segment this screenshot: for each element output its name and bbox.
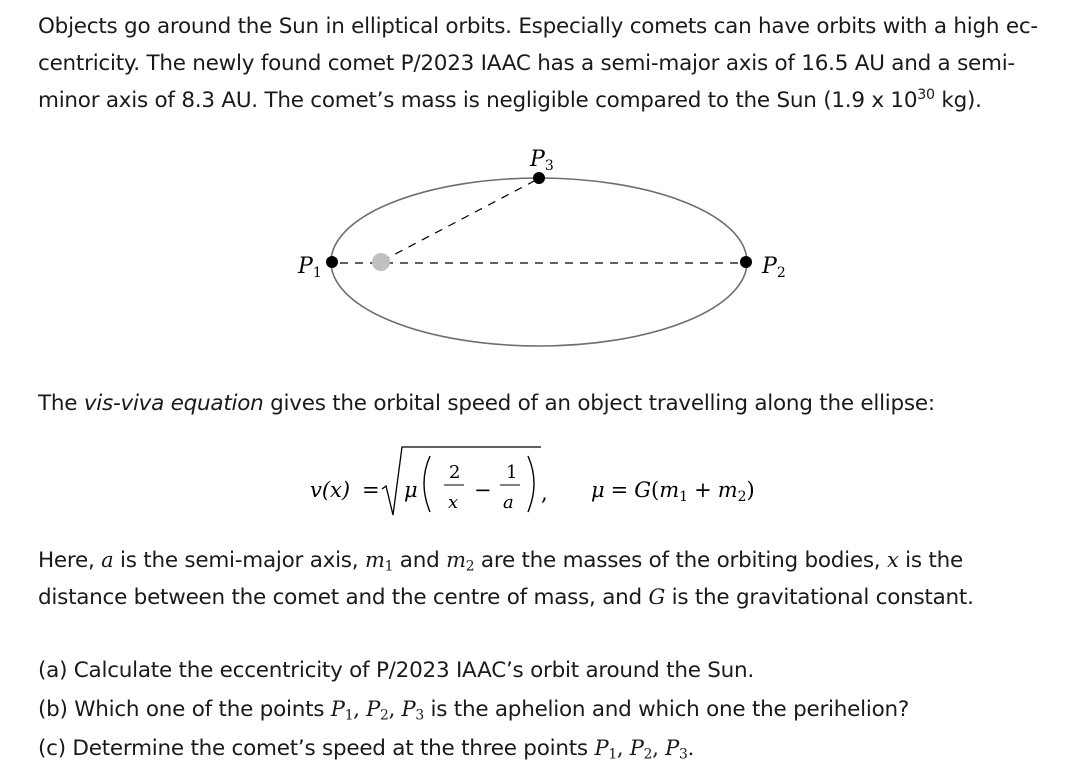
eq-equals: = — [362, 478, 380, 502]
eq-minus: − — [474, 478, 492, 502]
question-b: (b) Which one of the points $P_1$, $P_2$, $P_3$ is the aphelion and which one the perihelion? — [38, 697, 910, 724]
frac1-num: 2 — [449, 462, 461, 483]
paren-left — [424, 456, 430, 512]
label-p2: P2 — [762, 254, 786, 281]
var-m1: $m_1$ — [364, 548, 394, 575]
frac2-num: 1 — [506, 462, 518, 483]
mu-def: μ = G(m1 + m2) — [591, 478, 755, 505]
paren-right — [528, 456, 534, 512]
var-a: a — [101, 548, 114, 572]
var-x: x — [886, 548, 899, 572]
eq-lhs: v(x) — [310, 478, 351, 502]
sqrt-radical — [382, 447, 541, 515]
intro-text: Objects go around the Sun in elliptical orbits. Especially comets can have orbits with a high ec-centricity. The newly found comet P/2023 IAAC has a semi-major axis of 16.5 AU and a semi-minor axis of 8.3 AU. The comet’s mass is negligible compared to the Sun (1.9 x 10 — [38, 14, 1038, 113]
label-p3: P3 — [530, 147, 554, 174]
frac2-den: a — [503, 492, 514, 513]
point-p2-dot — [740, 256, 752, 268]
here-text-2: is the semi-major axis, — [113, 548, 365, 573]
intro-exponent: 30 — [917, 87, 935, 104]
frac1-den: x — [448, 492, 459, 513]
here-text-4: are the masses of the orbiting bodies, — [474, 548, 887, 573]
here-paragraph — [38, 542, 1053, 616]
eq-mu: μ — [404, 478, 418, 502]
visviva-term: vis-viva equation — [83, 391, 264, 416]
var-m2: $m_2$ — [446, 548, 475, 575]
visviva-paragraph — [38, 385, 1053, 422]
sun-focus-dot — [372, 253, 390, 271]
orbit-ellipse — [331, 178, 747, 346]
eq-comma: , — [541, 481, 548, 505]
intro-text-end: kg). — [934, 88, 982, 113]
label-p1: P1 — [298, 254, 322, 281]
visviva-before: The — [38, 391, 84, 416]
question-a: (a) Calculate the eccentricity of P/2023 IAAC’s orbit around the Sun. — [38, 658, 754, 683]
here-text-1: Here, — [38, 548, 102, 573]
here-text-6: is the gravitational constant. — [665, 585, 974, 610]
question-c: (c) Determine the comet’s speed at the three points $P_1$, $P_2$, $P_3$. — [38, 736, 694, 763]
point-p3-dot — [533, 172, 545, 184]
here-text-3: and — [393, 548, 447, 573]
point-p1-dot — [326, 256, 338, 268]
here-text-5: is the distance between the comet and the centre of mass, and — [38, 548, 963, 610]
var-G: G — [648, 585, 666, 609]
visviva-after: gives the orbital speed of an object travelling along the ellipse: — [263, 391, 935, 416]
focus-to-p3-dashed-line — [382, 179, 538, 261]
questions-list — [38, 652, 1053, 768]
